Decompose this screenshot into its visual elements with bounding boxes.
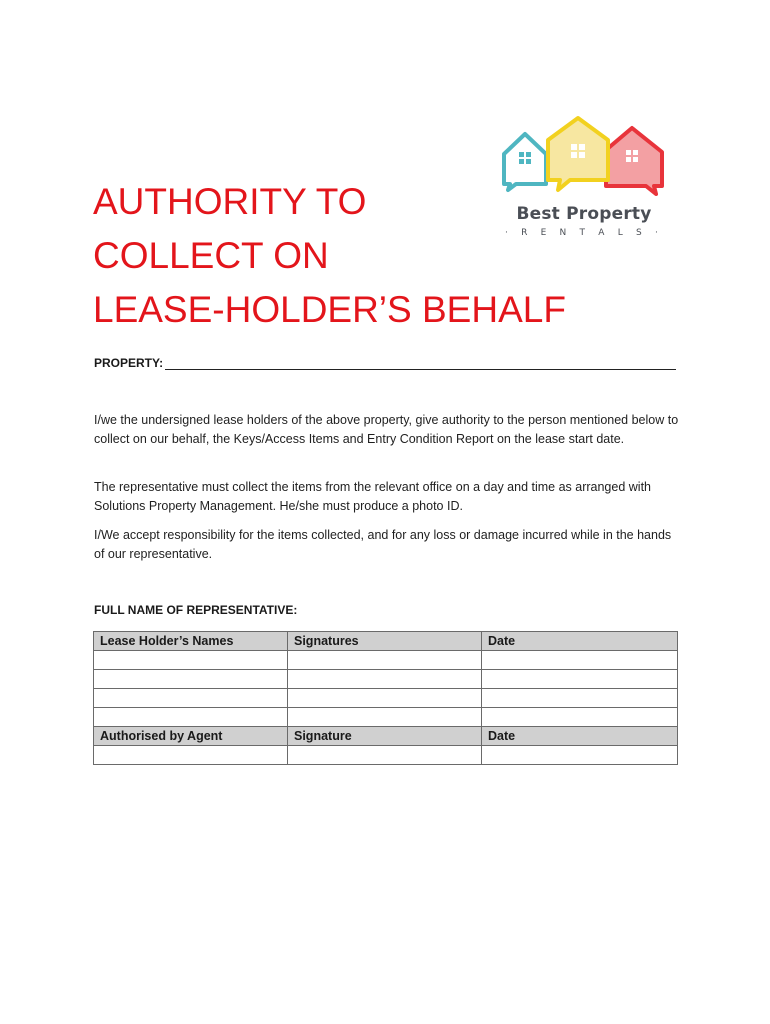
- signature-cell[interactable]: [288, 651, 482, 670]
- header-agent-date: Date: [482, 727, 678, 746]
- agent-header-row: [94, 727, 678, 746]
- property-field: [94, 356, 676, 370]
- table-row: [94, 746, 678, 765]
- header-lease-holder-names: Lease Holder’s Names: [94, 632, 288, 651]
- table-row: [94, 689, 678, 708]
- date-cell[interactable]: [482, 670, 678, 689]
- lease-holder-name-cell[interactable]: [94, 670, 288, 689]
- authority-paragraph: I/we the undersigned lease holders of the above property, give authority to the person mentioned below to collect on our behalf, the Keys/Access Items and Entry Condition Report on the lease start date.: [94, 413, 679, 446]
- title-line-1: AUTHORITY TO: [93, 181, 367, 222]
- representative-name-label: FULL NAME OF REPRESENTATIVE:: [94, 603, 298, 617]
- responsibility-paragraph: I/We accept responsibility for the items collected, and for any loss or damage incurred while in the hands of our representative.: [94, 528, 672, 561]
- property-label: PROPERTY:: [94, 356, 164, 370]
- date-cell[interactable]: [482, 651, 678, 670]
- agent-name-cell[interactable]: [94, 746, 288, 765]
- logo-subtitle-text: · R E N T A L S ·: [504, 228, 664, 238]
- lease-holder-name-cell[interactable]: [94, 651, 288, 670]
- signature-cell[interactable]: [288, 670, 482, 689]
- agent-date-cell[interactable]: [482, 746, 678, 765]
- signature-table: [93, 631, 678, 765]
- table-row: [94, 651, 678, 670]
- logo-name-text: Best Property: [516, 204, 652, 224]
- header-date: Date: [482, 632, 678, 651]
- table-row: [94, 670, 678, 689]
- signature-cell[interactable]: [288, 689, 482, 708]
- lease-holder-name-cell[interactable]: [94, 708, 288, 727]
- property-blank-line[interactable]: [165, 357, 676, 370]
- date-cell[interactable]: [482, 708, 678, 727]
- title-line-3: LEASE-HOLDER’S BEHALF: [93, 289, 566, 330]
- lease-holder-header-row: [94, 632, 678, 651]
- collection-paragraph: The representative must collect the items from the relevant office on a day and time as arranged with Solutions Property Management. He/she must produce a photo ID.: [94, 480, 651, 513]
- header-agent-signature: Signature: [288, 727, 482, 746]
- agent-signature-cell[interactable]: [288, 746, 482, 765]
- header-authorised-by-agent: Authorised by Agent: [94, 727, 288, 746]
- header-signatures: Signatures: [288, 632, 482, 651]
- document-title: [93, 175, 566, 337]
- lease-holder-name-cell[interactable]: [94, 689, 288, 708]
- title-line-2: COLLECT ON: [93, 235, 329, 276]
- table-row: [94, 708, 678, 727]
- date-cell[interactable]: [482, 689, 678, 708]
- signature-cell[interactable]: [288, 708, 482, 727]
